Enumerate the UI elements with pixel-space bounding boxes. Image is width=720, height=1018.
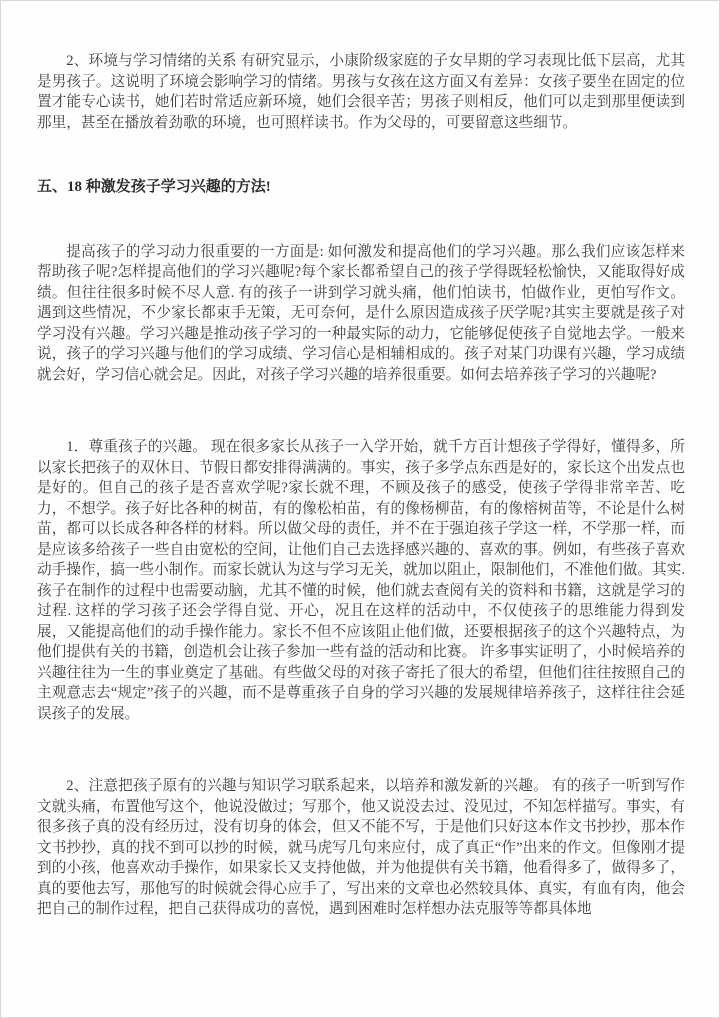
paragraph-intro: 提高孩子的学习动力很重要的一方面是: 如何激发和提高他们的学习兴趣。那么我们应该怎样来帮助孩子呢?怎样提高他们的学习兴趣呢?每个家长都希望自己的孩子学得既轻松愉快，又能取得好成绩。但往往很多时候不尽人意. 有的孩子一讲到学习就头痛，他们怕读书，怕做作业，更怕写作文。遇到这些情况，不少家长都束手无策，无可奈何，是什么原因造成孩子厌学呢?其实主要就是孩子对学习没有兴趣。学习兴趣是推动孩子学习的一种最实际的动力，它能够促使孩子自觉地去学。一般来说，孩子的学习兴趣与他们的学习成绩、学习信心是相辅相成的。孩子对某门功课有兴趣，学习成绩就会好，学习信心就会足。因此，对孩子学习兴趣的培养很重要。如何去培养孩子学习的兴趣呢? [37, 243, 685, 383]
paragraph-method-2: 2、注意把孩子原有的兴趣与知识学习联系起来，以培养和激发新的兴趣。 有的孩子一听到写作文就头痛，布置他写这个，他说没做过；写那个，他又说没去过、没见过，不知怎样描写。事实，有很多孩子真的没有经历过，没有切身的体会，但又不能不写，于是他们只好这本作文书抄抄，那本作文书抄抄，真的找不到可以抄的时候，就马虎写几句来应付，成了真正“作”出来的作文。但像刚才提到的小孩，他喜欢动手操作，如果家长又支持他做，并为他提供有关书籍，他看得多了，做得多了，真的要他去写，那他写的时候就会得心应手了，写出来的文章也必然较具体、真实，有血有肉，他会把自己的制作过程，把自己获得成功的喜悦，遇到困难时怎样想办法克服等等都具体地 [37, 778, 685, 917]
paragraph-method-1: 1．尊重孩子的兴趣。 现在很多家长从孩子一入学开始，就千方百计想孩子学得好，懂得多，所以家长把孩子的双休日、节假日都安排得满满的。事实，孩子多学点东西是好的，家长这个出发点也是好的。但自己的孩子是否喜欢学呢?家长就不理，不顾及孩子的感受，使孩子学得非常辛苦、吃力，不想学。孩子好比各种的树苗，有的像松柏苗，有的像杨柳苗，有的像榕树苗等，不论是什么树苗，都可以长成各种各样的材料。所以做父母的责任，并不在于强迫孩子学这一样，不学那一样，而是应该多给孩子一些自由宽松的空间，让他们自己去选择感兴趣的、喜欢的事。例如，有些孩子喜欢动手操作，搞一些小制作。而家长就认为这与学习无关，就加以阻止，限制他们，不准他们做。其实. 孩子在制作的过程中也需要动脑，尤其不懂的时候，他们就去查阅有关的资料和书籍，这就是学习的过程. 这样的学习孩子还会学得自觉、开心，况且在这样的活动中，不仅使孩子的思维能力得到发展，又能提高他们的动手操作能力。家长不但不应该阻止他们做，还要根据孩子的这个兴趣特点，为他们提供有关的书籍，创造机会让孩子参加一些有益的活动和比赛。 许多事实证明了，小时候培养的兴趣往往为一生的事业奠定了基础。有些做父母的对孩子寄托了很大的希望，但他们往往按照自己的主观意志去“规定”孩子的兴趣，而不是尊重孩子自身的学习兴趣的发展规律培养孩子，这样往往会延误孩子的发展。 [37, 439, 685, 722]
section-heading: 五、18 种激发孩子学习兴趣的方法! [37, 179, 271, 195]
paragraph-environment-emotion: 2、环境与学习情绪的关系 有研究显示，小康阶级家庭的子女早期的学习表现比低下层高，尤其是男孩子。这说明了环境会影响学习的情绪。男孩与女孩在这方面又有差异：女孩子要坐在固定的位置才能专心读书，她们若时常适应新环境，她们会很辛苦；男孩子则相反，他们可以走到那里便读到那里，甚至在播放着劲歌的环境，也可照样读书。作为父母的，可要留意这些细节。 [37, 53, 685, 131]
